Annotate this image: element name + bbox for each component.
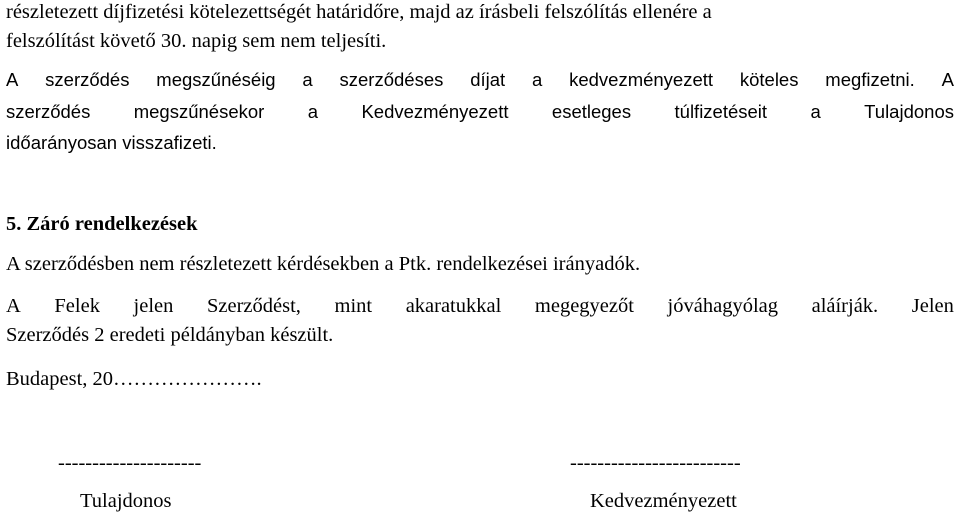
paragraph-2-line-2: szerződés megszűnésekor a Kedvezményezett esetleges túlfizetéseit a Tulajdonos (6, 101, 954, 122)
place-and-date: Budapest, 20…………………. (6, 368, 262, 390)
paragraph-2-line-1: A szerződés megszűnéséig a szerződéses díjat a kedvezményezett köteles megfizetni. A (6, 69, 954, 90)
paragraph-2-line-3: időarányosan visszafizeti. (6, 132, 217, 153)
paragraph-3: A szerződésben nem részletezett kérdésekben a Ptk. rendelkezései irányadók. (6, 253, 641, 275)
section-heading: 5. Záró rendelkezések (6, 213, 198, 235)
right-signature-label: Kedvezményezett (590, 490, 737, 512)
left-signature-label: Tulajdonos (80, 490, 172, 512)
right-signature-line: ------------------------- (570, 452, 741, 474)
paragraph-4-line-2: Szerződés 2 eredeti példányban készült. (6, 324, 334, 346)
left-signature-line: --------------------- (58, 452, 202, 474)
paragraph-4-line-1: A Felek jelen Szerződést, mint akaratukkal megegyezőt jóváhagyólag aláírják. Jelen (6, 295, 954, 317)
paragraph-1-line-1: részletezett díjfizetési kötelezettségét határidőre, majd az írásbeli felszólítás ellenére a (6, 1, 712, 23)
paragraph-1-line-2: felszólítást követő 30. napig sem nem teljesíti. (6, 30, 387, 52)
